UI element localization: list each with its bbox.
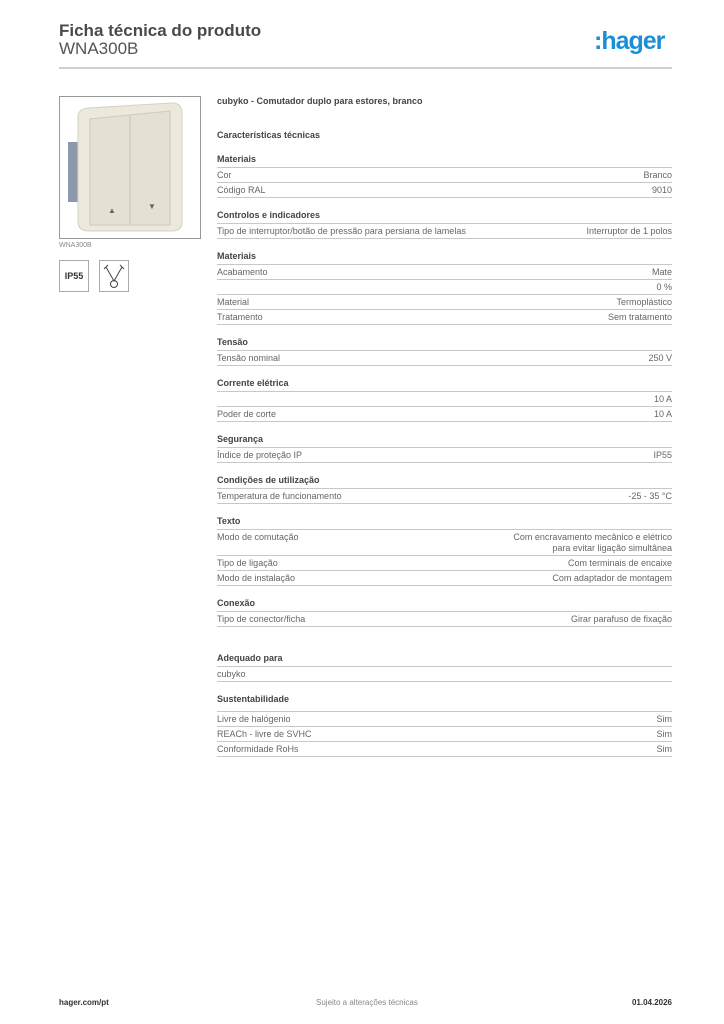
spec-label: Conformidade RoHs	[217, 744, 299, 754]
spec-value: Com encravamento mecânico e elétrico para evitar ligação simultânea	[513, 532, 672, 553]
spec-row	[217, 392, 672, 407]
spec-value: Branco	[643, 170, 672, 180]
spec-section	[217, 154, 672, 198]
product-name: cubyko - Comutador duplo para estores, branco	[217, 96, 423, 106]
spec-row	[217, 742, 672, 757]
footer-notice: Sujeito a alterações técnicas	[316, 998, 418, 1007]
section-title: Corrente elétrica	[217, 378, 672, 392]
section-title: Adequado para	[217, 653, 672, 667]
spec-value: Sim	[656, 729, 672, 739]
section-title: Segurança	[217, 434, 672, 448]
spec-value: Termoplástico	[616, 297, 672, 307]
spec-label: REACh - livre de SVHC	[217, 729, 312, 739]
characteristics-title: Características técnicas	[217, 130, 321, 140]
section-title: Controlos e indicadores	[217, 210, 672, 224]
spec-label: Cor	[217, 170, 232, 180]
spec-label: Tipo de conector/ficha	[217, 614, 306, 624]
spec-row	[217, 224, 672, 239]
ip55-badge	[59, 260, 89, 292]
spec-row	[217, 667, 672, 682]
spec-section	[217, 378, 672, 422]
section-title: Materiais	[217, 251, 672, 265]
spec-section	[217, 475, 672, 504]
section-title: Materiais	[217, 154, 672, 168]
spec-label: Código RAL	[217, 185, 266, 195]
spec-row	[217, 351, 672, 366]
spec-row	[217, 280, 672, 295]
spec-label: Índice de proteção IP	[217, 450, 303, 460]
spec-label: Livre de halógenio	[217, 714, 291, 724]
spec-row	[217, 183, 672, 198]
spec-row	[217, 168, 672, 183]
hager-logo: :hager	[594, 27, 665, 55]
spec-row	[217, 530, 672, 556]
spec-label: Temperatura de funcionamento	[217, 491, 342, 501]
spec-value: Sim	[656, 714, 672, 724]
spec-value: Sem tratamento	[607, 312, 672, 322]
spec-value: Com terminais de encaixe	[567, 558, 672, 568]
spec-row	[217, 727, 672, 742]
spec-section	[217, 694, 672, 757]
spec-row	[217, 556, 672, 571]
spec-row	[217, 489, 672, 504]
spec-row	[217, 310, 672, 325]
spec-label: Poder de corte	[217, 409, 277, 419]
section-title: Conexão	[217, 598, 672, 612]
spec-value: Com adaptador de montagem	[552, 573, 672, 583]
spec-label: Tipo de ligação	[217, 558, 278, 568]
spec-value: Girar parafuso de fixação	[570, 614, 672, 624]
image-caption: WNA300B	[59, 242, 92, 249]
section-title: Sustentabilidade	[217, 694, 672, 712]
spec-row	[217, 407, 672, 422]
section-title: Texto	[217, 516, 672, 530]
svg-text:▲: ▲	[108, 206, 116, 215]
svg-text:▼: ▼	[148, 202, 156, 211]
page-title: Ficha técnica do produto	[59, 21, 262, 40]
spec-label: Modo de instalação	[217, 573, 296, 583]
spec-label: cubyko	[217, 669, 246, 679]
footer-date: 01.04.2026	[631, 998, 672, 1007]
spec-label: Material	[217, 297, 250, 307]
spec-value: Interruptor de 1 polos	[586, 226, 672, 236]
installation-symbol-icon	[99, 260, 129, 292]
spec-row	[217, 612, 672, 627]
spec-value: Sim	[656, 744, 672, 754]
spec-value: IP55	[653, 450, 672, 460]
spec-label: Modo de comutação	[217, 532, 299, 542]
section-title: Tensão	[217, 337, 672, 351]
product-details	[217, 96, 672, 757]
spec-value: 9010	[651, 185, 672, 195]
spec-value: 250 V	[648, 353, 672, 363]
spec-section	[217, 251, 672, 325]
spec-sections	[217, 154, 672, 757]
spec-label: Acabamento	[217, 267, 268, 277]
spec-section	[217, 210, 672, 239]
spec-value: 0 %	[656, 282, 672, 292]
spec-value: -25 - 35 °C	[628, 491, 672, 501]
spec-row	[217, 265, 672, 280]
ip55-label: IP55	[64, 271, 84, 281]
spec-row	[217, 448, 672, 463]
spec-row	[217, 295, 672, 310]
spec-section	[217, 653, 672, 682]
spec-value: 10 A	[653, 394, 672, 404]
spec-section	[217, 598, 672, 627]
spec-label: Tipo de interruptor/botão de pressão para persiana de lamelas	[217, 226, 466, 236]
product-image	[59, 96, 201, 239]
product-code: WNA300B	[59, 39, 139, 58]
spec-section	[217, 434, 672, 463]
spec-label: Tratamento	[217, 312, 263, 322]
spec-label: Tensão nominal	[217, 353, 281, 363]
spec-value: 10 A	[653, 409, 672, 419]
spec-row	[217, 712, 672, 727]
footer-website[interactable]: hager.com/pt	[59, 998, 109, 1007]
spec-value: Mate	[651, 267, 672, 277]
spec-section	[217, 516, 672, 586]
spec-row	[217, 571, 672, 586]
spec-section	[217, 337, 672, 366]
section-title: Condições de utilização	[217, 475, 672, 489]
header-divider	[59, 67, 672, 69]
